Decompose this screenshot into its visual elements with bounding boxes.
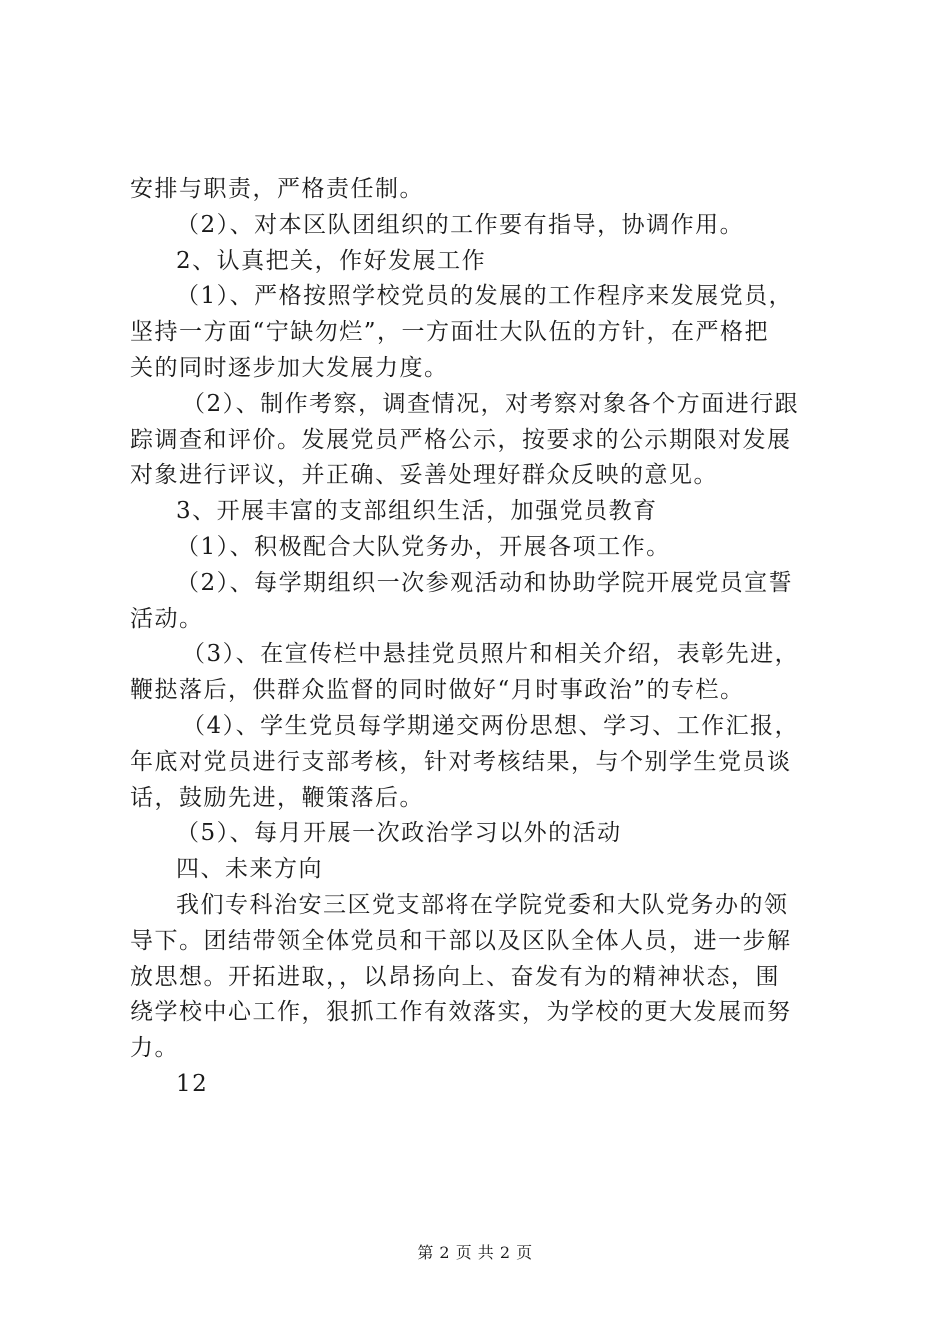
paragraph-line: （3）、在宣传栏中悬挂党员照片和相关介绍，表彰先进， [182, 641, 800, 668]
section-heading: 四、未来方向 [176, 856, 323, 883]
paragraph-line: 12 [176, 1070, 209, 1097]
paragraph-line: （4）、学生党员每学期递交两份思想、学习、工作汇报， [182, 712, 800, 739]
paragraph-line: 年底对党员进行支部考核，针对考核结果，与个别学生党员谈 [130, 748, 792, 775]
paragraph-line: （1）、严格按照学校党员的发展的工作程序来发展党员， [176, 283, 794, 310]
paragraph-line: 力。 [130, 1035, 179, 1062]
paragraph-line: 关的同时逐步加大发展力度。 [130, 354, 449, 381]
paragraph-line: （5）、每月开展一次政治学习以外的活动 [176, 820, 622, 847]
paragraph-line: 我们专科治安三区党支部将在学院党委和大队党务办的领 [176, 891, 789, 918]
paragraph-line: 活动。 [130, 605, 204, 632]
paragraph-line: 话，鼓励先进，鞭策落后。 [130, 784, 424, 811]
page-footer: 第 2 页 共 2 页 [417, 1243, 533, 1262]
paragraph-line: （2）、制作考察，调查情况，对考察对象各个方面进行跟 [182, 390, 800, 417]
document-body [130, 172, 830, 1103]
section-heading: 3、开展丰富的支部组织生活，加强党员教育 [176, 498, 658, 525]
paragraph-line: 放思想。开拓进取，，以昂扬向上、奋发有为的精神状态，围 [130, 963, 780, 990]
paragraph-line: 导下。团结带领全体党员和干部以及区队全体人员，进一步解 [130, 927, 792, 954]
paragraph-line: 鞭挞落后，供群众监督的同时做好“月时事政治”的专栏。 [130, 677, 745, 704]
paragraph-line: 踪调查和评价。发展党员严格公示，按要求的公示期限对发展 [130, 426, 792, 453]
paragraph-line: 坚持一方面“宁缺勿烂”，一方面壮大队伍的方针，在严格把 [130, 319, 770, 346]
paragraph-line: （2）、对本区队团组织的工作要有指导，协调作用。 [176, 211, 745, 238]
paragraph-line: 绕学校中心工作，狠抓工作有效落实，为学校的更大发展而努 [130, 999, 792, 1026]
paragraph-line: （2）、每学期组织一次参观活动和协助学院开展党员宣誓 [176, 569, 794, 596]
paragraph-line: （1）、积极配合大队党务办，开展各项工作。 [176, 533, 671, 560]
section-heading: 2、认真把关，作好发展工作 [176, 247, 487, 274]
paragraph-line: 对象进行评议，并正确、妥善处理好群众反映的意见。 [130, 462, 718, 489]
paragraph-line: 安排与职责，严格责任制。 [130, 176, 424, 202]
